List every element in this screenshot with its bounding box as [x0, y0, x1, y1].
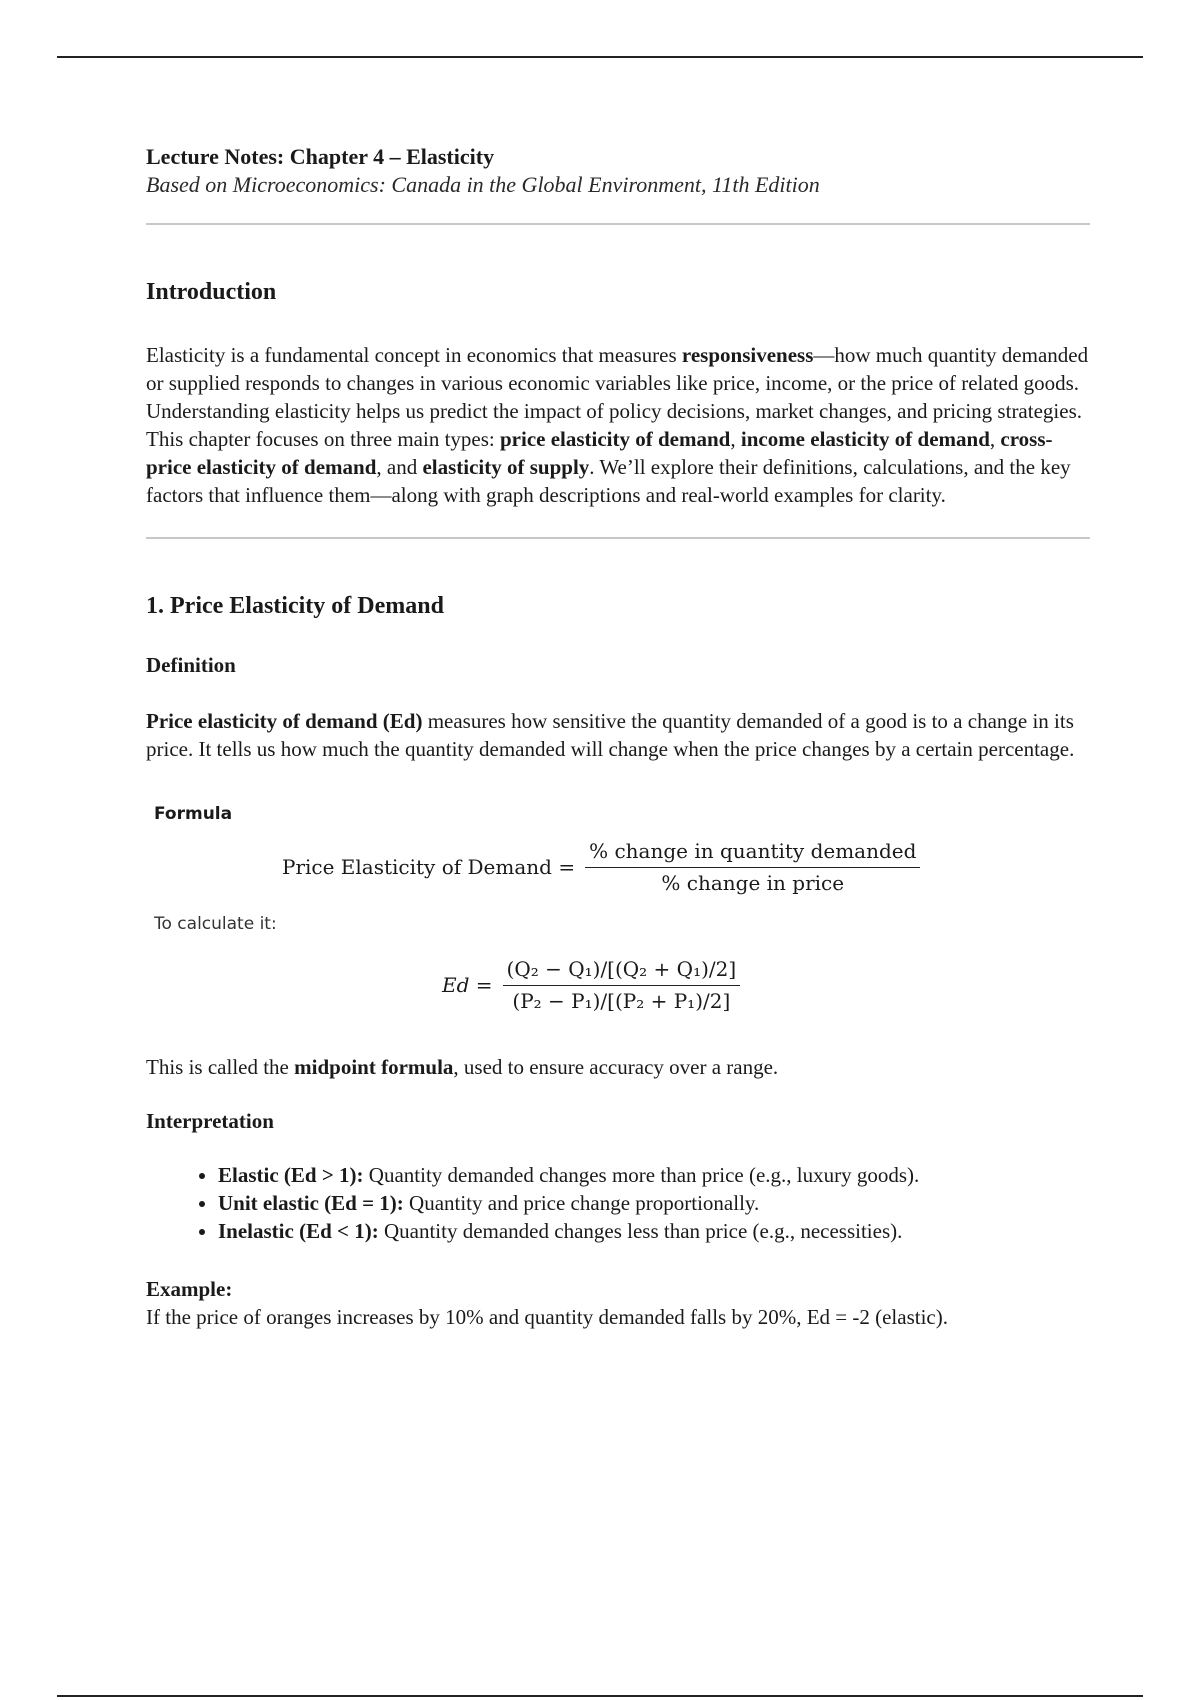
midpoint-text: , used to ensure accuracy over a range. — [453, 1055, 779, 1079]
list-item-term: Inelastic (Ed < 1): — [218, 1219, 379, 1243]
formula-lhs: Price Elasticity of Demand = — [282, 855, 576, 879]
page-top-rule — [57, 56, 1143, 58]
example-paragraph: If the price of oranges increases by 10% and quantity demanded falls by 20%, Ed = -2 (elastic). — [146, 1305, 948, 1329]
definition-heading: Definition — [146, 653, 236, 677]
calc-denominator: (P₂ − P₁)/[(P₂ + P₁)/2] — [512, 989, 731, 1013]
calc-numerator: (Q₂ − Q₁)/[(Q₂ + Q₁)/2] — [503, 957, 741, 986]
intro-text: . We’ll explore their definitions, calculations, and the key factors that influence them—along with graph descriptions and real-world examples for clarity. — [146, 455, 1071, 507]
calc-label: To calculate it: — [154, 914, 277, 934]
intro-bold-term: elasticity of supply — [422, 455, 590, 479]
calc-fraction — [503, 957, 741, 1013]
formula-block — [146, 803, 1090, 1013]
definition-text: measures how sensitive the quantity demanded of a good is to a change in its price. It tells us how much the quantity demanded will change when the price changes by a certain percentage. — [146, 709, 1075, 761]
calc-lhs: Ed = — [442, 973, 493, 997]
document-title: Lecture Notes: Chapter 4 – Elasticity — [146, 144, 495, 169]
definition-paragraph — [146, 707, 1090, 763]
list-item — [218, 1217, 1090, 1245]
divider — [146, 537, 1090, 539]
intro-bold-term: price elasticity of demand — [499, 427, 731, 451]
divider — [146, 223, 1090, 225]
intro-text: , and — [376, 455, 423, 479]
formula-denominator: % change in price — [661, 871, 845, 895]
intro-bold-term: cross-price elasticity of demand — [146, 427, 1053, 479]
elasticity-formula — [282, 839, 1090, 895]
example-heading: Example: — [146, 1277, 233, 1301]
formula-label: Formula — [154, 804, 233, 824]
intro-text: , — [730, 427, 741, 451]
list-item-text: Quantity and price change proportionally. — [403, 1191, 760, 1215]
list-item-term: Elastic (Ed > 1): — [218, 1163, 364, 1187]
page-bottom-rule — [57, 1695, 1143, 1697]
midpoint-paragraph — [146, 1053, 1090, 1081]
document-subtitle: Based on Microeconomics: Canada in the Global Environment, 11th Edition — [146, 172, 820, 197]
intro-bold-term: income elasticity of demand — [740, 427, 990, 451]
list-item-text: Quantity demanded changes less than price (e.g., necessities). — [378, 1219, 903, 1243]
formula-numerator: % change in quantity demanded — [585, 839, 920, 868]
list-item — [218, 1161, 1090, 1189]
document-body — [146, 143, 1090, 1331]
section-heading-price-elasticity: 1. Price Elasticity of Demand — [146, 593, 444, 619]
intro-text: —how much quantity demanded or supplied responds to changes in various economic variables like price, income, or the price of related goods. Understanding elasticity helps us predict the impact of policy decisions, market changes, and pricing strategies. This chapter focuses on three main types: — [146, 343, 1089, 451]
list-item — [218, 1189, 1090, 1217]
list-item-text: Quantity demanded changes more than price (e.g., luxury goods). — [363, 1163, 920, 1187]
intro-paragraph — [146, 341, 1090, 509]
interpretation-list — [146, 1161, 1090, 1245]
formula-fraction — [585, 839, 920, 895]
interpretation-heading: Interpretation — [146, 1109, 274, 1133]
intro-text: Elasticity is a fundamental concept in economics that measures — [146, 343, 682, 367]
midpoint-formula — [442, 957, 1090, 1013]
intro-bold-term: responsiveness — [681, 343, 814, 367]
definition-term: Price elasticity of demand (Ed) — [146, 709, 423, 733]
intro-text: , — [989, 427, 1001, 451]
midpoint-term: midpoint formula — [294, 1055, 454, 1079]
intro-heading: Introduction — [146, 279, 277, 305]
list-item-term: Unit elastic (Ed = 1): — [218, 1191, 404, 1215]
midpoint-text: This is called the — [146, 1055, 295, 1079]
